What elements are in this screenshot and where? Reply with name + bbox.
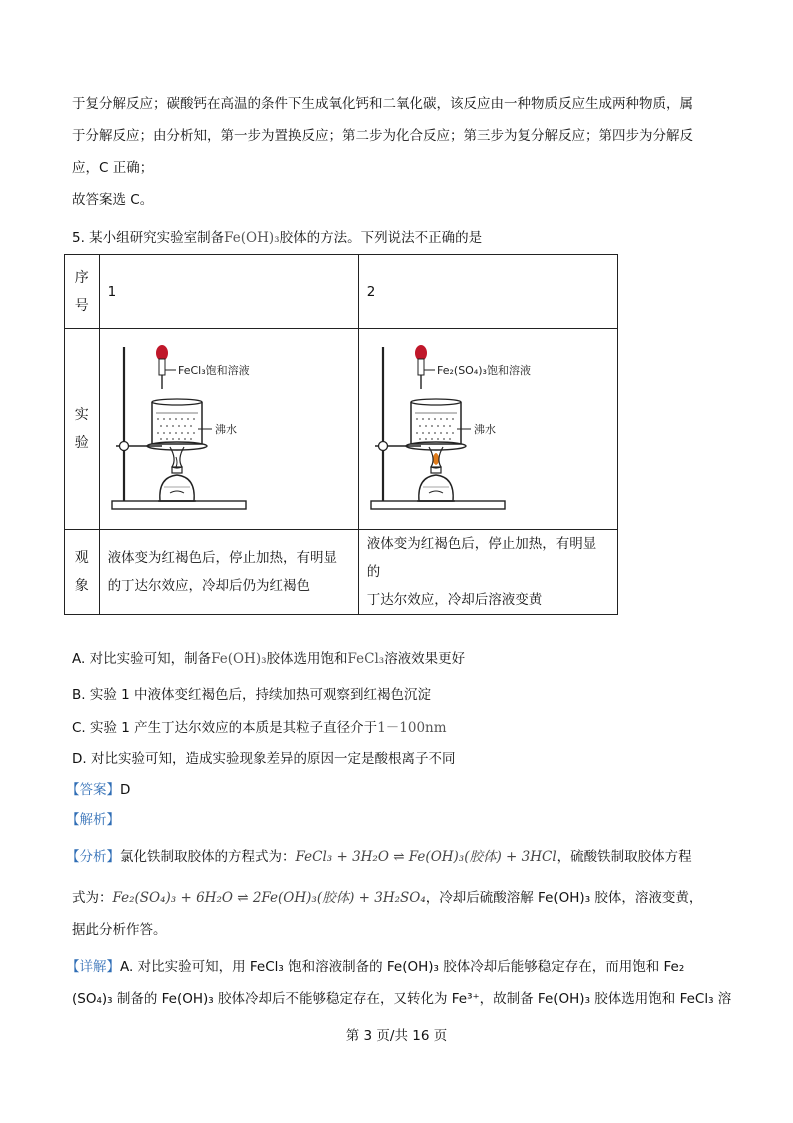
reagent-label-2: Fe₂(SO₄)₃饱和溶液 bbox=[436, 364, 531, 377]
option-b: B. 实验 1 中液体变红褐色后，持续加热可观察到红褐色沉淀 bbox=[72, 687, 432, 703]
row-header-observation: 观 象 bbox=[65, 530, 100, 615]
question-prefix: 5. 某小组研究实验室制备 bbox=[72, 230, 225, 246]
experiment-2-number: 2 bbox=[366, 283, 376, 300]
analysis-label: 【解析】 bbox=[66, 812, 120, 828]
option-a: A. 对比实验可知，制备Fe(OH)₃胶体选用饱和FeCl₃溶液效果更好 bbox=[72, 651, 466, 667]
xiangjie-line-2: (SO₄)₃ 制备的 Fe(OH)₃ 胶体冷却后不能够稳定存在，又转化为 Fe³⁺，故制备 Fe(OH)₃ 胶体选用饱和 FeCl₃ 溶 bbox=[72, 991, 732, 1007]
answer bbox=[66, 778, 130, 798]
xiangjie-line-1: 【详解】A. 对比实验可知，用 FeCl₃ 饱和溶液制备的 Fe(OH)₃ 胶体冷却后能够稳定存在，而用饱和 Fe₂ bbox=[66, 959, 685, 975]
row-header-sequence: 序 号 bbox=[65, 255, 100, 329]
xiangjie-label: 【详解】 bbox=[66, 959, 120, 975]
option-c: C. 实验 1 产生丁达尔效应的本质是其粒子直径介于1－100nm bbox=[72, 720, 447, 736]
paragraph-line: 于复分解反应；碳酸钙在高温的条件下生成氧化钙和二氧化碳，该反应由一种物质反应生成两种物质，属 bbox=[72, 96, 693, 112]
question-suffix: 胶体的方法。下列说法不正确的是 bbox=[279, 230, 483, 246]
page-footer: 第 3 页/共 16 页 bbox=[345, 1028, 448, 1044]
observation-1: 液体变为红褐色后，停止加热，有明显 的丁达尔效应，冷却后仍为红褐色 bbox=[99, 530, 358, 615]
boiling-water-label-1: 沸水 bbox=[214, 423, 237, 436]
reagent-label-1: FeCl₃饱和溶液 bbox=[177, 364, 250, 377]
observation-2: 液体变为红褐色后，停止加热，有明显的 丁达尔效应，冷却后溶液变黄 bbox=[358, 530, 617, 615]
experiment-1-apparatus bbox=[99, 329, 358, 530]
equation-2: Fe₂(SO₄)₃ + 6H₂O ⇌ 2Fe(OH)₃(胶体) + 3H₂SO₄ bbox=[112, 890, 426, 906]
experiment-table bbox=[64, 254, 618, 615]
question-stem bbox=[72, 222, 722, 254]
top-paragraph bbox=[72, 88, 722, 216]
option-d: D. 对比实验可知，造成实验现象差异的原因一定是酸根离子不同 bbox=[72, 751, 456, 767]
experiment-2-apparatus bbox=[358, 329, 617, 530]
paragraph-line: 应，C 正确； bbox=[72, 160, 154, 176]
boiling-water-label-2: 沸水 bbox=[473, 423, 496, 436]
row-header-experiment: 实 验 bbox=[65, 329, 100, 530]
option-c-formula: 1－100nm bbox=[377, 720, 447, 736]
fenxi-line-2: 式为：Fe₂(SO₄)₃ + 6H₂O ⇌ 2Fe(OH)₃(胶体) + 3H₂SO₄，冷却后硫酸溶解 Fe(OH)₃ 胶体，溶液变黄， bbox=[72, 890, 703, 906]
paragraph-line: 于分解反应；由分析知，第一步为置换反应；第二步为化合反应；第三步为复分解反应；第四步为分解反 bbox=[72, 128, 693, 144]
question-formula: Fe(OH)₃ bbox=[224, 230, 280, 246]
fenxi-line-1: 【分析】氯化铁制取胶体的方程式为：FeCl₃ + 3H₂O ⇌ Fe(OH)₃(胶体) + 3HCl，硫酸铁制取胶体方程 bbox=[66, 849, 692, 865]
apparatus-2-diagram bbox=[359, 329, 611, 525]
option-a-formula-1: Fe(OH)₃ bbox=[211, 651, 267, 667]
answer-value: D bbox=[120, 782, 131, 798]
fenxi-line-3: 据此分析作答。 bbox=[72, 922, 167, 938]
answer-label: 【答案】 bbox=[66, 782, 120, 798]
equation-1: FeCl₃ + 3H₂O ⇌ Fe(OH)₃(胶体) + 3HCl bbox=[295, 849, 557, 865]
option-a-formula-2: FeCl₃ bbox=[347, 651, 385, 667]
apparatus-1-diagram bbox=[100, 329, 352, 525]
paragraph-line: 故答案选 C。 bbox=[72, 192, 154, 208]
experiment-1-number: 1 bbox=[107, 283, 117, 300]
fenxi-label: 【分析】 bbox=[66, 849, 120, 865]
